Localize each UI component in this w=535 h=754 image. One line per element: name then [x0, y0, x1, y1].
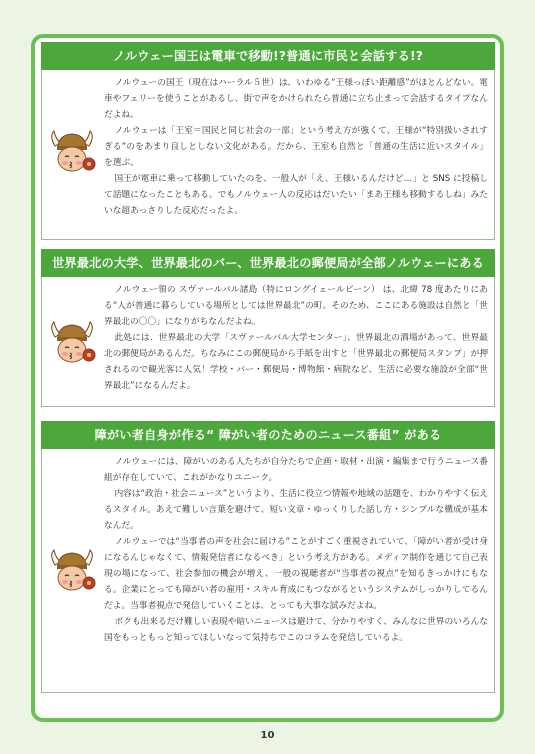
page-number: 10 [260, 730, 275, 741]
paragraph: ボクも出来るだけ難しい表現や暗いニュースは避けて、分かりやすく、みんなに世界のいろんな国をもっともっと知ってほしいなって気持ちでこのコラムを発信しているよ。 [104, 617, 488, 643]
paragraph: 内容は“政治・社会ニュース”というより、生活に役立つ情報や地域の話題を、わかりやすく伝えるスタイル。あえて難しい言葉を避けて、短い文章・ゆっくりした話し方・シンプルな構成が基本なんだ。 [104, 489, 488, 531]
paragraph: ノルウェーは「王室＝国民と同じ社会の一部」という考え方が強くて、王様が“特別扱いされすぎる”のをあまり良しとしない文化がある。だから、王室も自然と「普通の生活に近いスタイル」を選ぶ。 [104, 126, 488, 168]
section-text [104, 454, 488, 646]
section-body [41, 449, 495, 693]
section-text [104, 282, 488, 394]
paragraph: 此処には、世界最北の大学「スヴァールバル大学センター」、世界最北の酒場があって、世界最北の郵便局があるんだ。ちなみにこの郵便局から手紙を出すと「世界最北の郵便局スタンプ」が押されるので観光客に人気！学校・バー・郵便局・博物館・病院など、生活に必要な施設が全部“世界最北”になるんだよ。 [104, 333, 488, 391]
section-northernmost [41, 249, 495, 407]
section-heading: 障がい者自身が作る“ 障がい者のためのニュース番組” がある [41, 421, 495, 449]
paragraph: 国王が電車に乗って移動していたのを、一般人が「え、王様いるんだけど…」と SNS に投稿して話題になったこともある。でもノルウェー人の反応はだいたい「まあ王様も移動するしね」みたいな超あっさりした反応だったよ。 [104, 174, 488, 216]
paragraph: ノルウェーでは“当事者の声を社会に届ける”ことがすごく重視されていて、「障がい者が受け身になるんじゃなくて、情報発信者になるべき」という考え方がある。メディア制作を通じて自己表現の場になって、社会参加の機会が増え、一般の視聴者が“当事者の視点”を知るきっかけにもなる。企業にとっても障がい者の雇用・スキル育成にもつながるというシステムがしっかりしてるんだよ。当事者視点で発信していくことは、とっても大事な試みだよね。 [104, 537, 488, 611]
section-text [104, 75, 488, 219]
viking-mascot-icon [48, 319, 96, 367]
paragraph: ノルウェーの国王（現在はハーラル５世）は、いわゆる“王様っぽい距離感”がほとんどない。電車やフェリーを使うことがあるし、街で声をかけられたら普通に立ち止まって会話するタイプなんだよね。 [104, 78, 488, 120]
paragraph: ノルウェー領の スヴァールバル諸島（特にロングイェールビーン） は、北緯 78 度あたりにある“人が普通に暮らしている場所としては世界最北”の町。そのため、ここにある施設は自然と「世界最北の〇〇」になりがちなんだよね。 [104, 285, 488, 327]
section-heading: ノルウェー国王は電車で移動!?普通に市民と会話する!? [41, 42, 495, 70]
section-body [41, 70, 495, 240]
viking-mascot-icon [48, 547, 96, 595]
section-body [41, 277, 495, 407]
section-heading: 世界最北の大学、世界最北のバー、世界最北の郵便局が全部ノルウェーにある [41, 249, 495, 277]
section-king [41, 42, 495, 240]
paragraph: ノルウェーには、障がいのある人たちが自分たちで企画・取材・出演・編集まで行うニュース番組が存在していて、これがかなりユニーク。 [104, 457, 488, 483]
section-news-program [41, 421, 495, 693]
viking-mascot-icon [48, 128, 96, 176]
